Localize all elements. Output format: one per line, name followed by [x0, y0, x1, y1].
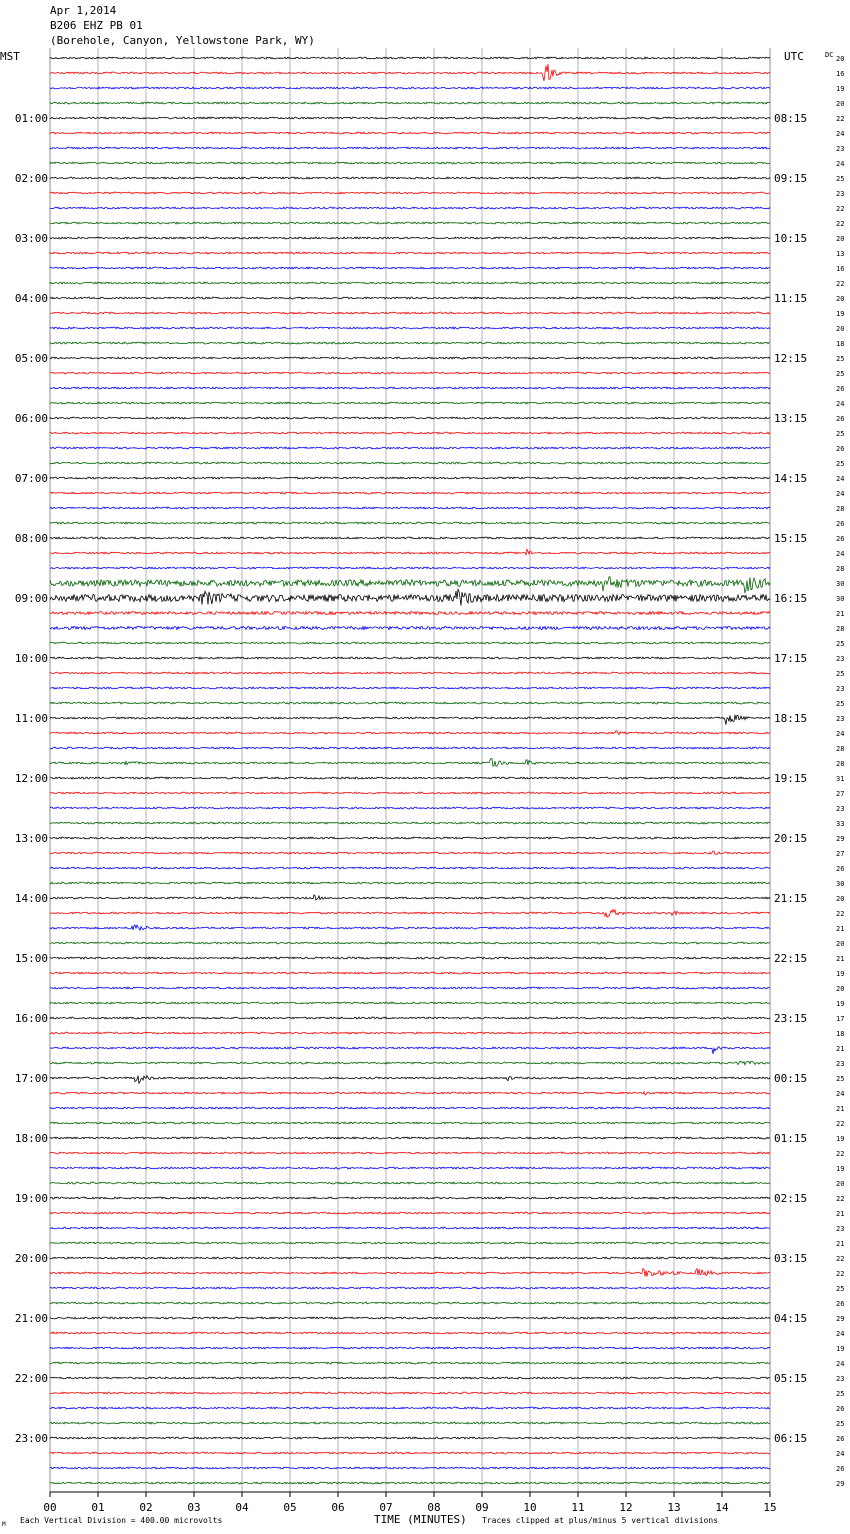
x-tick-label: 05 — [283, 1501, 297, 1514]
seismic-trace — [50, 567, 770, 569]
hour-label-mst: 11:00 — [14, 712, 48, 725]
hour-label-mst: 01:00 — [14, 112, 48, 125]
seismic-trace — [50, 162, 770, 164]
seismic-trace — [50, 1467, 770, 1469]
seismic-trace — [50, 1152, 770, 1154]
seismic-trace — [50, 1092, 770, 1095]
hour-label-mst: 05:00 — [14, 352, 48, 365]
hour-label-utc: 06:15 — [774, 1432, 808, 1445]
hour-label-utc: 23:15 — [774, 1012, 808, 1025]
right-timezone-label: UTC — [784, 50, 804, 63]
hour-label-utc: 02:15 — [774, 1192, 808, 1205]
seismic-trace — [50, 687, 770, 689]
seismic-trace — [50, 282, 770, 284]
seismic-trace — [50, 792, 770, 794]
seismic-trace — [50, 957, 770, 959]
seismic-trace — [50, 1122, 770, 1124]
seismic-trace — [50, 237, 770, 239]
hour-label-utc: 01:15 — [774, 1132, 808, 1145]
seismic-trace — [50, 507, 770, 509]
dc-offset-label: 20 — [836, 940, 845, 948]
dc-offset-label: 21 — [836, 1240, 845, 1248]
dc-offset-label: 24 — [836, 1360, 845, 1368]
hour-label-mst: 16:00 — [14, 1012, 48, 1025]
dc-offset-label: 20 — [836, 100, 845, 108]
seismic-trace — [50, 715, 770, 725]
seismic-trace — [50, 64, 770, 81]
x-tick-label: 09 — [475, 1501, 489, 1514]
hour-label-mst: 08:00 — [14, 532, 48, 545]
seismic-trace — [50, 387, 770, 389]
seismic-trace — [50, 589, 770, 605]
seismic-trace — [50, 372, 770, 374]
dc-offset-label: 24 — [836, 730, 845, 738]
hour-label-mst: 19:00 — [14, 1192, 48, 1205]
seismic-trace — [50, 642, 770, 644]
hour-label-utc: 22:15 — [774, 952, 808, 965]
dc-offset-label: 19 — [836, 85, 845, 93]
grid — [50, 48, 770, 1497]
seismic-trace — [50, 1392, 770, 1394]
seismic-trace — [50, 1332, 770, 1334]
dc-header-label: DC — [825, 51, 834, 59]
dc-offset-label: 27 — [836, 850, 845, 858]
dc-offset-label: 23 — [836, 1375, 845, 1383]
traces — [50, 57, 770, 1484]
seismic-trace — [50, 731, 770, 735]
dc-offset-label: 19 — [836, 1165, 845, 1173]
x-tick-label: 13 — [667, 1501, 681, 1514]
dc-offset-label: 25 — [836, 355, 845, 363]
seismic-trace — [50, 577, 770, 593]
hour-label-utc: 16:15 — [774, 592, 808, 605]
seismic-trace — [50, 297, 770, 299]
x-tick-label: 07 — [379, 1501, 393, 1514]
dc-offset-label: 20 — [836, 325, 845, 333]
dc-offset-label: 23 — [836, 1060, 845, 1068]
seismic-trace — [50, 626, 770, 629]
x-axis-title: TIME (MINUTES) — [374, 1513, 467, 1526]
hour-label-utc: 05:15 — [774, 1372, 808, 1385]
seismic-trace — [50, 1347, 770, 1349]
hour-label-utc: 15:15 — [774, 532, 808, 545]
hour-label-mst: 06:00 — [14, 412, 48, 425]
seismic-trace — [50, 807, 770, 809]
footer-mark: M — [2, 1521, 6, 1528]
seismic-trace — [50, 477, 770, 479]
hour-label-mst: 13:00 — [14, 832, 48, 845]
seismic-trace — [50, 1422, 770, 1424]
hour-label-mst: 14:00 — [14, 892, 48, 905]
hour-label-utc: 09:15 — [774, 172, 808, 185]
hour-label-utc: 12:15 — [774, 352, 808, 365]
hour-label-utc: 00:15 — [774, 1072, 808, 1085]
x-tick-label: 06 — [331, 1501, 345, 1514]
dc-offset-label: 28 — [836, 565, 845, 573]
dc-offset-label: 21 — [836, 610, 845, 618]
hour-label-mst: 21:00 — [14, 1312, 48, 1325]
dc-offset-label: 18 — [836, 1030, 845, 1038]
dc-offset-label: 22 — [836, 1270, 845, 1278]
dc-offset-label: 21 — [836, 1210, 845, 1218]
dc-offset-label: 23 — [836, 685, 845, 693]
seismic-trace — [50, 1257, 770, 1259]
seismic-trace — [50, 777, 770, 779]
dc-offset-label: 26 — [836, 1465, 845, 1473]
hour-label-utc: 13:15 — [774, 412, 808, 425]
seismic-trace — [50, 758, 770, 766]
seismic-trace — [50, 147, 770, 149]
dc-offset-label: 23 — [836, 655, 845, 663]
seismic-trace — [50, 87, 770, 89]
dc-offset-label: 28 — [836, 760, 845, 768]
x-tick-label: 15 — [763, 1501, 777, 1514]
dc-offset-label: 23 — [836, 190, 845, 198]
seismic-trace — [50, 1167, 770, 1169]
seismic-trace — [50, 1182, 770, 1184]
chart-location: (Borehole, Canyon, Yellowstone Park, WY) — [50, 34, 315, 47]
dc-offset-label: 17 — [836, 1015, 845, 1023]
dc-offset-label: 20 — [836, 235, 845, 243]
seismic-trace — [50, 57, 770, 59]
hour-label-utc: 21:15 — [774, 892, 808, 905]
hour-label-utc: 14:15 — [774, 472, 808, 485]
dc-offset-label: 20 — [836, 295, 845, 303]
dc-offset-label: 30 — [836, 580, 845, 588]
dc-offset-label: 23 — [836, 1225, 845, 1233]
x-tick-label: 10 — [523, 1501, 537, 1514]
dc-offset-label: 25 — [836, 1390, 845, 1398]
seismic-trace — [50, 1032, 770, 1034]
dc-offset-label: 24 — [836, 1090, 845, 1098]
seismic-trace — [50, 1047, 770, 1054]
x-tick-label: 04 — [235, 1501, 249, 1514]
seismic-trace — [50, 102, 770, 104]
dc-offset-label: 22 — [836, 220, 845, 228]
seismic-trace — [50, 942, 770, 944]
dc-offset-label: 25 — [836, 640, 845, 648]
dc-offset-label: 26 — [836, 1405, 845, 1413]
hour-label-utc: 11:15 — [774, 292, 808, 305]
dc-offset-label: 26 — [836, 385, 845, 393]
dc-offset-label: 25 — [836, 670, 845, 678]
dc-offset-label: 24 — [836, 130, 845, 138]
hour-label-mst: 18:00 — [14, 1132, 48, 1145]
hour-label-mst: 23:00 — [14, 1432, 48, 1445]
hour-label-mst: 04:00 — [14, 292, 48, 305]
dc-offset-label: 19 — [836, 1135, 845, 1143]
dc-offset-label: 19 — [836, 1345, 845, 1353]
seismic-trace — [50, 895, 770, 900]
seismic-trace — [50, 1197, 770, 1199]
dc-offset-label: 26 — [836, 535, 845, 543]
dc-offset-label: 21 — [836, 955, 845, 963]
dc-offset-label: 22 — [836, 205, 845, 213]
x-tick-label: 01 — [91, 1501, 105, 1514]
seismic-trace — [50, 207, 770, 209]
x-tick-label: 02 — [139, 1501, 153, 1514]
seismic-trace — [50, 987, 770, 989]
dc-offset-label: 19 — [836, 1000, 845, 1008]
dc-offset-label: 24 — [836, 475, 845, 483]
hour-label-mst: 20:00 — [14, 1252, 48, 1265]
dc-offset-label: 20 — [836, 985, 845, 993]
dc-offset-label: 30 — [836, 595, 845, 603]
x-tick-label: 08 — [427, 1501, 441, 1514]
hour-label-mst: 22:00 — [14, 1372, 48, 1385]
seismic-trace — [50, 1017, 770, 1019]
dc-offset-label: 28 — [836, 745, 845, 753]
hour-label-utc: 03:15 — [774, 1252, 808, 1265]
dc-offset-label: 26 — [836, 1300, 845, 1308]
hour-label-mst: 07:00 — [14, 472, 48, 485]
dc-offset-label: 25 — [836, 175, 845, 183]
dc-offset-label: 30 — [836, 880, 845, 888]
seismic-trace — [50, 910, 770, 918]
seismic-trace — [50, 1482, 770, 1484]
seismic-trace — [50, 312, 770, 314]
dc-offset-label: 22 — [836, 115, 845, 123]
seismic-trace — [50, 1287, 770, 1289]
x-tick-label: 03 — [187, 1501, 201, 1514]
seismic-trace — [50, 252, 770, 254]
dc-offset-label: 19 — [836, 310, 845, 318]
dc-offset-label: 23 — [836, 715, 845, 723]
hour-label-utc: 18:15 — [774, 712, 808, 725]
dc-offset-label: 24 — [836, 550, 845, 558]
seismic-trace — [50, 1269, 770, 1277]
dc-offset-label: 16 — [836, 70, 845, 78]
dc-offset-label: 21 — [836, 925, 845, 933]
seismic-trace — [50, 672, 770, 674]
hour-label-mst: 09:00 — [14, 592, 48, 605]
dc-offset-label: 28 — [836, 625, 845, 633]
seismic-trace — [50, 747, 770, 749]
x-tick-label: 00 — [43, 1501, 57, 1514]
seismic-trace — [50, 867, 770, 869]
dc-offset-label: 20 — [836, 895, 845, 903]
seismic-trace — [50, 342, 770, 344]
dc-offset-label: 26 — [836, 415, 845, 423]
dc-offset-label: 24 — [836, 1450, 845, 1458]
dc-offset-label: 26 — [836, 1435, 845, 1443]
seismic-trace — [50, 612, 770, 615]
chart-date: Apr 1,2014 — [50, 4, 117, 17]
seismic-trace — [50, 1317, 770, 1319]
dc-offset-label: 21 — [836, 1045, 845, 1053]
dc-offset-label: 22 — [836, 280, 845, 288]
dc-offset-label: 22 — [836, 1150, 845, 1158]
seismic-trace — [50, 417, 770, 419]
seismic-trace — [50, 972, 770, 974]
seismic-trace — [50, 837, 770, 839]
dc-offset-label: 25 — [836, 460, 845, 468]
hour-label-mst: 15:00 — [14, 952, 48, 965]
hour-label-utc: 20:15 — [774, 832, 808, 845]
dc-offset-label: 25 — [836, 700, 845, 708]
seismic-trace — [50, 1242, 770, 1244]
seismic-trace — [50, 1212, 770, 1214]
dc-offset-label: 13 — [836, 250, 845, 258]
dc-offset-label: 22 — [836, 1255, 845, 1263]
hour-label-utc: 10:15 — [774, 232, 808, 245]
seismic-trace — [50, 1452, 770, 1454]
seismic-trace — [50, 177, 770, 179]
dc-offset-label: 25 — [836, 1285, 845, 1293]
seismic-trace — [50, 402, 770, 404]
seismic-trace — [50, 1437, 770, 1439]
dc-offset-label: 25 — [836, 1075, 845, 1083]
dc-offset-label: 29 — [836, 1315, 845, 1323]
seismic-trace — [50, 1061, 770, 1065]
seismic-trace — [50, 432, 770, 434]
dc-offset-label: 25 — [836, 430, 845, 438]
dc-offset-label: 25 — [836, 370, 845, 378]
dc-offset-label: 23 — [836, 805, 845, 813]
hour-label-mst: 12:00 — [14, 772, 48, 785]
seismic-trace — [50, 1137, 770, 1139]
dc-offset-label: 27 — [836, 790, 845, 798]
seismic-trace — [50, 132, 770, 134]
chart-station: B206 EHZ PB 01 — [50, 19, 143, 32]
dc-offset-label: 29 — [836, 835, 845, 843]
dc-offset-label: 25 — [836, 1420, 845, 1428]
dc-offset-label: 22 — [836, 1120, 845, 1128]
dc-offset-label: 28 — [836, 505, 845, 513]
dc-offset-label: 23 — [836, 145, 845, 153]
dc-offset-label: 26 — [836, 520, 845, 528]
vertical-scale-note: Each Vertical Division = 400.00 microvolts — [20, 1516, 223, 1525]
seismic-trace — [50, 1362, 770, 1364]
hour-label-utc: 08:15 — [774, 112, 808, 125]
dc-offset-label: 22 — [836, 1195, 845, 1203]
dc-offset-label: 19 — [836, 970, 845, 978]
x-tick-label: 14 — [715, 1501, 729, 1514]
seismic-trace — [50, 1377, 770, 1379]
seismic-trace — [50, 117, 770, 119]
dc-offset-label: 20 — [836, 55, 845, 63]
dc-offset-label: 24 — [836, 1330, 845, 1338]
seismic-trace — [50, 327, 770, 329]
dc-offset-label: 24 — [836, 490, 845, 498]
dc-offset-label: 18 — [836, 340, 845, 348]
seismic-trace — [50, 1227, 770, 1229]
seismic-trace — [50, 537, 770, 539]
hour-label-mst: 10:00 — [14, 652, 48, 665]
dc-offset-label: 16 — [836, 265, 845, 273]
seismic-trace — [50, 549, 770, 554]
dc-offset-label: 24 — [836, 160, 845, 168]
seismic-trace — [50, 447, 770, 449]
dc-offset-label: 20 — [836, 1180, 845, 1188]
hour-label-utc: 04:15 — [774, 1312, 808, 1325]
seismic-trace — [50, 657, 770, 659]
seismic-trace — [50, 702, 770, 704]
hour-label-mst: 02:00 — [14, 172, 48, 185]
dc-offset-label: 29 — [836, 1480, 845, 1488]
hour-label-mst: 03:00 — [14, 232, 48, 245]
dc-offset-label: 22 — [836, 910, 845, 918]
seismic-trace — [50, 1107, 770, 1109]
seismic-trace — [50, 925, 770, 930]
dc-offset-label: 33 — [836, 820, 845, 828]
seismic-trace — [50, 357, 770, 359]
seismic-trace — [50, 522, 770, 524]
seismic-trace — [50, 822, 770, 824]
seismic-trace — [50, 882, 770, 884]
x-tick-label: 12 — [619, 1501, 633, 1514]
seismic-trace — [50, 267, 770, 269]
labels — [15, 55, 845, 1514]
dc-offset-label: 26 — [836, 865, 845, 873]
seismic-trace — [50, 1302, 770, 1304]
dc-offset-label: 26 — [836, 445, 845, 453]
dc-offset-label: 31 — [836, 775, 845, 783]
seismic-trace — [50, 462, 770, 464]
hour-label-utc: 17:15 — [774, 652, 808, 665]
seismic-trace — [50, 1002, 770, 1004]
dc-offset-label: 24 — [836, 400, 845, 408]
seismic-trace — [50, 851, 770, 854]
hour-label-mst: 17:00 — [14, 1072, 48, 1085]
clip-note: Traces clipped at plus/minus 5 vertical divisions — [482, 1516, 719, 1525]
seismic-trace — [50, 1076, 770, 1084]
seismic-trace — [50, 192, 770, 194]
left-timezone-label: MST — [0, 50, 20, 63]
seismic-trace — [50, 492, 770, 494]
seismic-trace — [50, 1407, 770, 1409]
x-tick-label: 11 — [571, 1501, 585, 1514]
hour-label-utc: 19:15 — [774, 772, 808, 785]
seismic-trace — [50, 222, 770, 224]
dc-offset-label: 21 — [836, 1105, 845, 1113]
